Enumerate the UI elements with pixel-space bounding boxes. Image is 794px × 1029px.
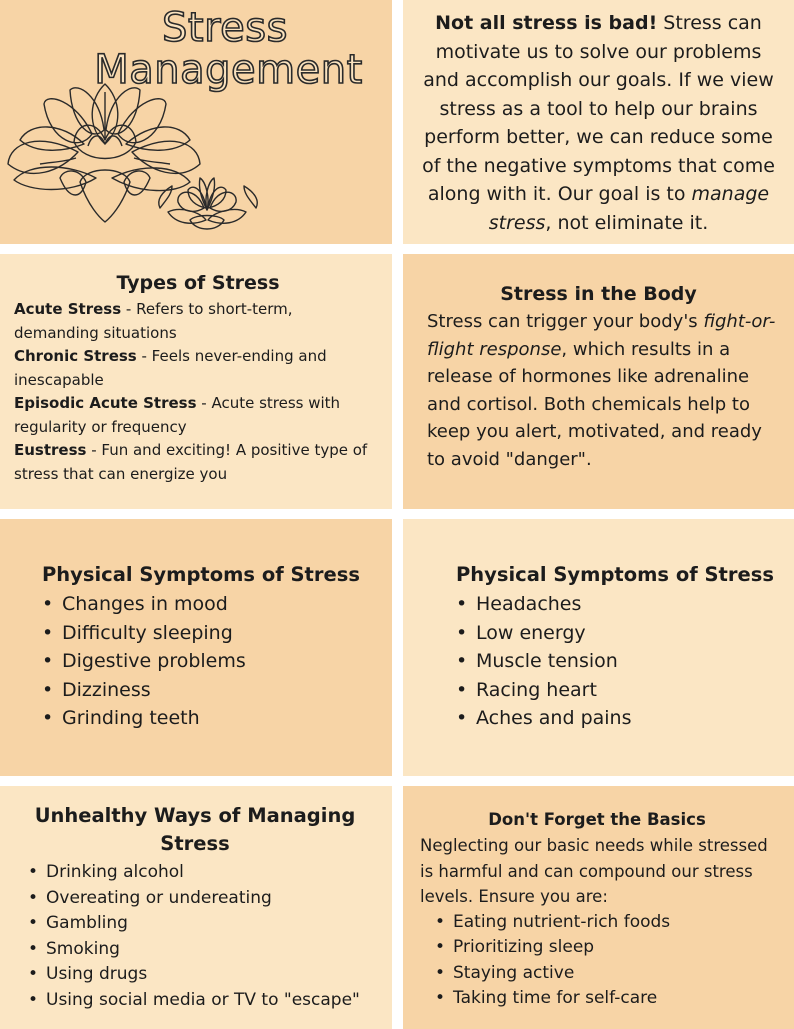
symptoms-left-list: [24, 590, 382, 733]
body-italic: fight-or-flight response: [427, 311, 776, 360]
list-item: • Gambling: [28, 911, 382, 937]
definition-term: Episodic Acute Stress: [14, 394, 197, 412]
list-item: • Smoking: [28, 937, 382, 963]
definition-desc: - Acute stress with regularity or frequency: [14, 394, 341, 436]
intro-paragraph: [417, 9, 780, 237]
list-item: • Aches and pains: [456, 704, 784, 733]
definition-desc: - Fun and exciting! A positive type of stress that can energize you: [14, 441, 368, 483]
symptoms-right-heading: Physical Symptoms of Stress: [456, 563, 774, 586]
intro-italic: manage stress: [488, 183, 770, 234]
list-item: • Grinding teeth: [42, 704, 382, 733]
basics-panel: [403, 786, 794, 1029]
list-item: • Using drugs: [28, 962, 382, 988]
basics-heading: Don't Forget the Basics: [488, 810, 706, 829]
definition-item: [14, 298, 382, 345]
body-paragraph: [427, 308, 780, 474]
unhealthy-list: [18, 860, 382, 1013]
list-item: • Taking time for self-care: [435, 986, 784, 1012]
list-item: • Low energy: [456, 619, 784, 648]
symptoms-right-list: [433, 590, 784, 733]
list-item: • Muscle tension: [456, 647, 784, 676]
unhealthy-ways-panel: [0, 786, 392, 1029]
title-panel: [0, 0, 392, 244]
definition-term: Eustress: [14, 441, 87, 459]
definition-item: [14, 392, 382, 439]
types-of-stress-panel: [0, 254, 392, 509]
symptoms-left-panel: [0, 519, 392, 776]
definition-item: [14, 345, 382, 392]
definition-item: [14, 439, 382, 486]
list-item: • Using social media or TV to "escape": [28, 988, 382, 1014]
definition-term: Chronic Stress: [14, 347, 137, 365]
symptoms-right-panel: [403, 519, 794, 776]
definition-term: Acute Stress: [14, 300, 122, 318]
list-item: • Dizziness: [42, 676, 382, 705]
definition-desc: - Feels never-ending and inescapable: [14, 347, 327, 389]
list-item: • Changes in mood: [42, 590, 382, 619]
list-item: • Difficulty sleeping: [42, 619, 382, 648]
list-item: • Racing heart: [456, 676, 784, 705]
intro-text-2: , not eliminate it.: [545, 211, 709, 234]
body-text-2: , which results in a release of hormones like adrenaline and cortisol. Both chemicals help to keep you alert, motivated, and ready to avoid "danger".: [427, 338, 762, 470]
symptoms-left-heading: Physical Symptoms of Stress: [42, 563, 360, 586]
page-title-line1: Stress: [162, 5, 288, 51]
list-item: • Digestive problems: [42, 647, 382, 676]
types-heading: Types of Stress: [116, 272, 280, 294]
list-item: • Staying active: [435, 961, 784, 987]
list-item: • Prioritizing sleep: [435, 935, 784, 961]
unhealthy-heading: Unhealthy Ways of Managing Stress: [34, 804, 356, 855]
body-heading: Stress in the Body: [500, 283, 697, 305]
stress-in-body-panel: [403, 254, 794, 509]
list-item: • Overeating or undereating: [28, 886, 382, 912]
lotus-illustration-icon: [0, 82, 270, 242]
basics-list: [420, 910, 784, 1012]
intro-panel: [403, 0, 794, 244]
intro-text-1: Stress can motivate us to solve our problems and accomplish our goals. If we view stress as a tool to help our brains perform better, we can reduce some of the negative symptoms that come along with it. Our goal is to: [422, 12, 775, 205]
list-item: • Headaches: [456, 590, 784, 619]
list-item: • Eating nutrient-rich foods: [435, 910, 784, 936]
intro-bold: Not all stress is bad!: [435, 12, 658, 34]
definition-desc: - Refers to short-term, demanding situations: [14, 300, 293, 342]
basics-paragraph: Neglecting our basic needs while stressed is harmful and can compound our stress levels. Ensure you are:: [420, 836, 768, 906]
page-title-line2: Management: [94, 47, 363, 93]
body-text-1: Stress can trigger your body's: [427, 311, 704, 332]
list-item: • Drinking alcohol: [28, 860, 382, 886]
